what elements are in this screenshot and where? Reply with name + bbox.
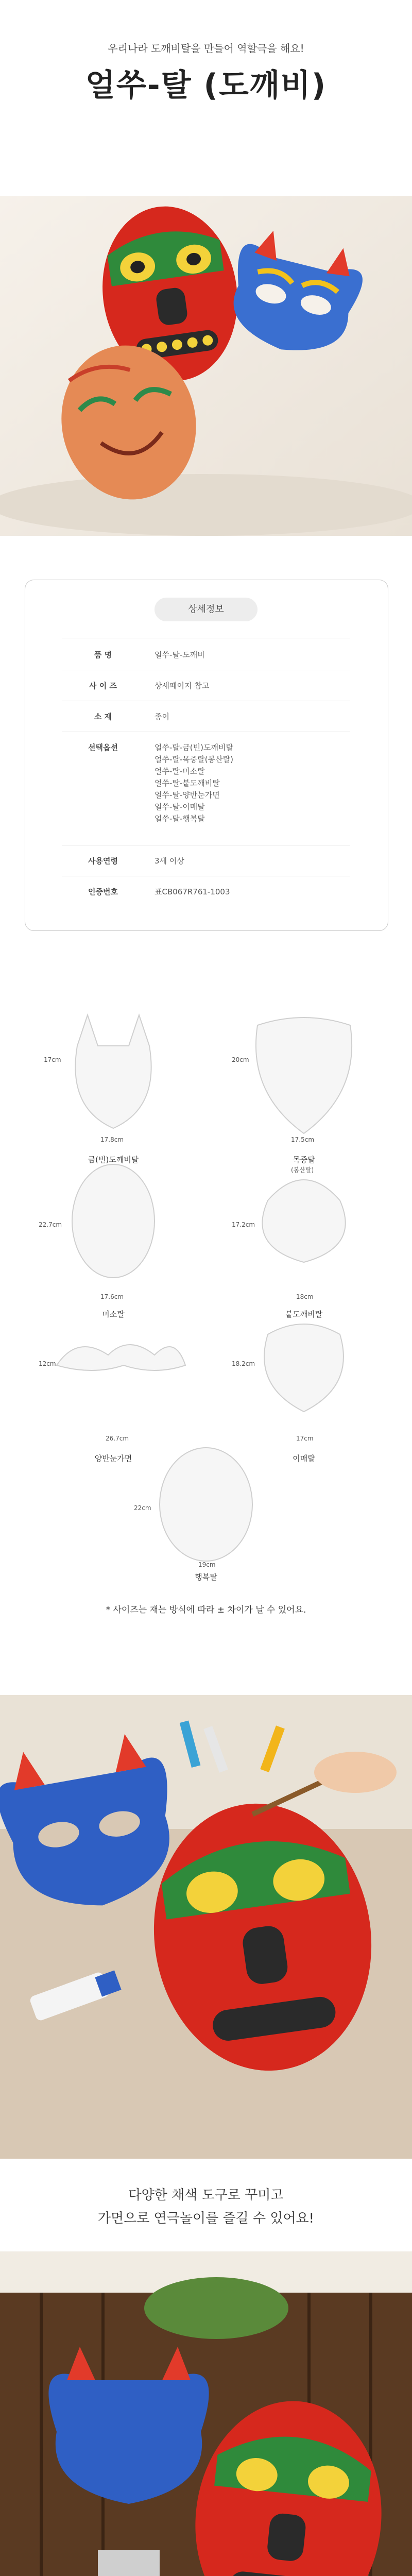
dim-height: 22cm (134, 1504, 151, 1512)
spec-option-list (154, 742, 360, 825)
spec-option-item: 얼쑤-탈-미소탈 (154, 767, 205, 776)
spec-key-size: 사 이 즈 (89, 681, 117, 690)
mask-label-imae: 이매탈 (293, 1454, 315, 1463)
spec-val-cert: 표CB067R761-1003 (154, 887, 230, 896)
mask-sublabel: (봉산탈) (291, 1166, 314, 1174)
dim-height: 17.2cm (232, 1221, 255, 1228)
spec-key-cert: 인증번호 (88, 887, 118, 896)
spec-option-item: 얼쑤-탈-붙도깨비탈 (154, 778, 220, 788)
hero-subtitle: 우리나라 도깨비탈을 만들어 역할극을 해요! (108, 42, 304, 55)
hero-masks-photo (0, 196, 412, 536)
mask-label-geum: 금(빈)도깨비탈 (88, 1155, 139, 1164)
dim-width: 17cm (296, 1435, 314, 1442)
spec-option-item: 얼쑤-탈-이매탈 (154, 802, 205, 811)
mask-outline-yangban (57, 1345, 185, 1370)
wearing-photo (0, 2251, 412, 2576)
mask-outline-bul (262, 1180, 345, 1262)
dim-height: 17cm (44, 1056, 61, 1063)
caption-line1: 다양한 채색 도구로 꾸미고 (128, 2188, 284, 2203)
spec-val-size: 상세페이지 참고 (154, 681, 210, 690)
hero-title: 얼쑤-탈 (도깨비) (85, 67, 327, 104)
dim-width: 26.7cm (106, 1435, 129, 1442)
mask-outline-haengbok (160, 1448, 252, 1561)
dim-width: 19cm (198, 1561, 216, 1568)
dim-height: 20cm (232, 1056, 249, 1063)
mask-label-yangban: 양반눈가면 (94, 1454, 132, 1463)
spec-option-item: 얼쑤-탈-금(빈)도깨비탈 (154, 743, 233, 752)
mask-outline-mokjung (256, 1018, 352, 1133)
spec-option-item: 얼쑤-탈-양반눈가면 (154, 790, 220, 800)
painting-photo (0, 1695, 412, 2159)
spec-key-name: 품 명 (94, 650, 112, 659)
mask-outline-miso (72, 1164, 154, 1278)
spec-val-name: 얼쑤-탈-도깨비 (154, 650, 205, 659)
mask-label-miso: 미소탈 (102, 1310, 125, 1319)
spec-title: 상세정보 (154, 598, 258, 621)
caption-line2: 가면으로 연극놀이를 즐길 수 있어요! (97, 2211, 315, 2226)
mask-label-bul: 붙도깨비탈 (285, 1310, 323, 1319)
spec-key-options: 선택옵션 (88, 743, 118, 752)
spec-key-age: 사용연령 (88, 856, 118, 866)
spec-key-material: 소 재 (94, 712, 112, 721)
spec-option-item: 얼쑤-탈-행복탈 (154, 814, 205, 823)
dim-height: 12cm (39, 1360, 56, 1367)
mask-label-haengbok: 행복탈 (195, 1572, 217, 1582)
dim-width: 17.6cm (100, 1293, 124, 1300)
dim-height: 18.2cm (232, 1360, 255, 1367)
dim-height: 22.7cm (39, 1221, 62, 1228)
dim-width: 17.8cm (100, 1136, 124, 1143)
mask-label-mokjung: 목중탈 (293, 1155, 315, 1164)
size-note: * 사이즈는 재는 방식에 따라 ± 차이가 날 수 있어요. (106, 1605, 306, 1615)
dim-width: 17.5cm (291, 1136, 315, 1143)
spec-option-item: 얼쑤-탈-목중탈(봉산탈) (154, 755, 233, 764)
spec-val-age: 3세 이상 (154, 856, 184, 866)
mask-outline-imae (264, 1324, 344, 1412)
spec-val-material: 종이 (154, 712, 169, 721)
dim-width: 18cm (296, 1293, 314, 1300)
mask-outline-geum (75, 1015, 151, 1128)
